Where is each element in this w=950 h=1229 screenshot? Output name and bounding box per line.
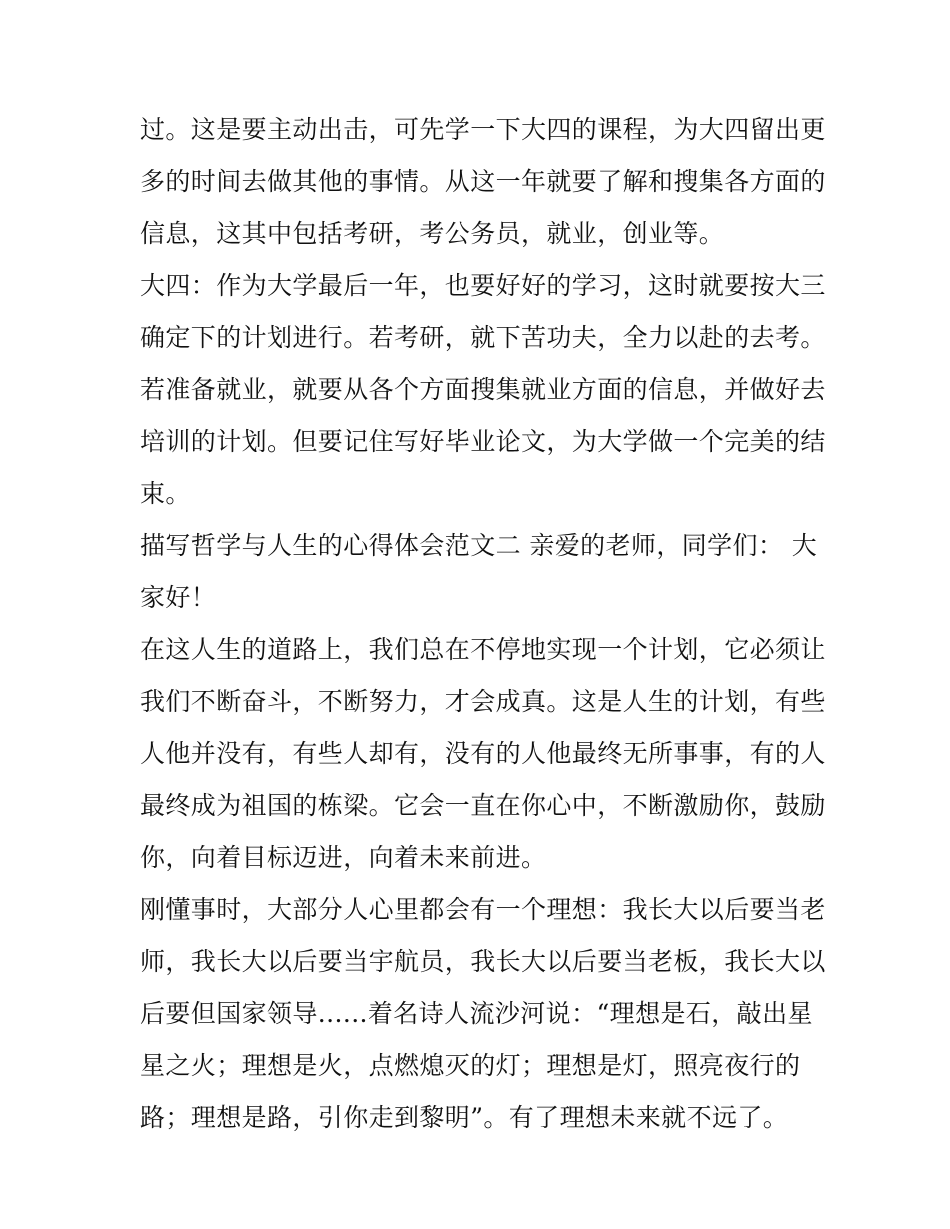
- text-line: 确定下的计划进行。若考研，就下苦功夫，全力以赴的去考。: [140, 323, 826, 352]
- text-line: 若准备就业，就要从各个方面搜集就业方面的信息，并做好去: [140, 375, 826, 404]
- text-line: 在这人生的道路上，我们总在不停地实现一个计划，它必须让: [140, 635, 826, 664]
- document-body: [140, 104, 826, 1144]
- text-line: 人他并没有，有些人却有，没有的人他最终无所事事，有的人: [140, 739, 826, 768]
- text-line: 刚懂事时，大部分人心里都会有一个理想：我长大以后要当老: [140, 895, 826, 924]
- text-line: 我们不断奋斗，不断努力，才会成真。这是人生的计划，有些: [140, 687, 826, 716]
- text-line: 多的时间去做其他的事情。从这一年就要了解和搜集各方面的: [140, 167, 826, 196]
- text-line: 信息，这其中包括考研，考公务员，就业，创业等。: [140, 219, 725, 248]
- text-line: 家好！: [140, 583, 217, 612]
- text-line: 束。: [140, 479, 191, 508]
- text-line: 最终成为祖国的栋梁。它会一直在你心中，不断激励你，鼓励: [140, 791, 826, 820]
- text-line: 过。这是要主动出击，可先学一下大四的课程，为大四留出更: [140, 115, 826, 144]
- text-line: 路；理想是路，引你走到黎明”。有了理想未来就不远了。: [140, 1103, 789, 1132]
- text-line: 大四：作为大学最后一年，也要好好的学习，这时就要按大三: [140, 271, 826, 300]
- text-line: 你，向着目标迈进，向着未来前进。: [140, 843, 547, 872]
- text-line: 师，我长大以后要当宇航员，我长大以后要当老板，我长大以: [140, 947, 826, 976]
- text-line: 描写哲学与人生的心得体会范文二 亲爱的老师，同学们： 大: [140, 531, 818, 560]
- text-line: 星之火；理想是火，点燃熄灭的灯；理想是灯，照亮夜行的: [140, 1051, 801, 1080]
- text-line: 后要但国家领导......着名诗人流沙河说：“理想是石，敲出星: [140, 999, 813, 1028]
- text-line: 培训的计划。但要记住写好毕业论文，为大学做一个完美的结: [140, 427, 826, 456]
